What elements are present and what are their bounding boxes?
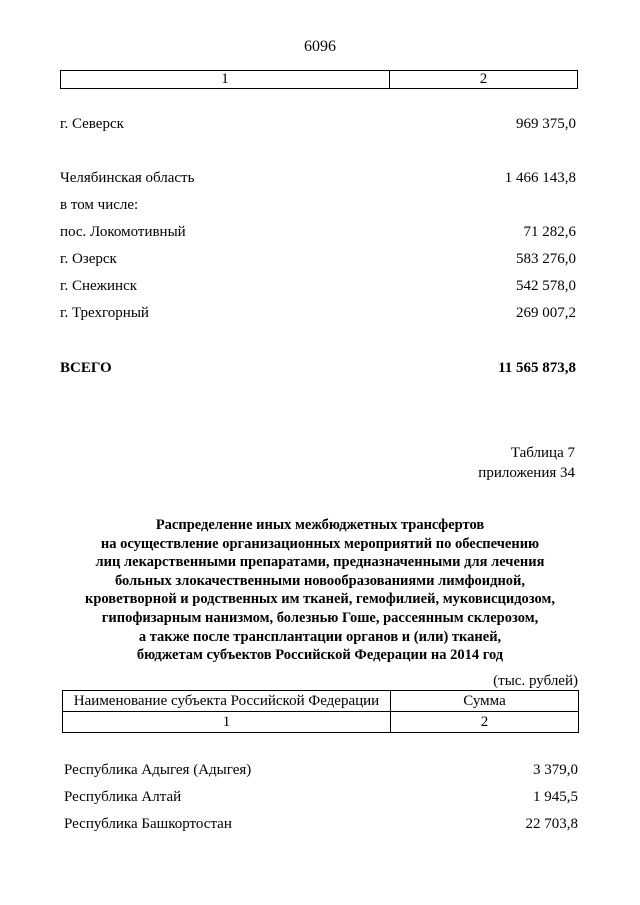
table-caption: [478, 443, 575, 483]
title-line: бюджетам субъектов Российской Федерации на 2014 год: [136, 647, 504, 664]
row-name: пос. Локомотивный: [60, 224, 186, 240]
title-line: на осуществление организационных мероприятий по обеспечению: [100, 535, 540, 552]
header-amount: Сумма: [391, 691, 579, 712]
header-subject-name: Наименование субъекта Российской Федерации: [63, 691, 391, 712]
row-value: 22 703,8: [525, 816, 578, 832]
row-name: в том числе:: [60, 197, 139, 213]
total-value: 11 565 873,8: [498, 360, 576, 376]
units-note: (тыс. рублей): [493, 673, 578, 689]
row-name: г. Северск: [60, 116, 124, 132]
row-name: г. Озерск: [60, 251, 117, 267]
row-value: 1 945,5: [533, 789, 578, 805]
column-number-2: 2: [391, 712, 579, 733]
row-value: 3 379,0: [533, 762, 578, 778]
row-value: 71 282,6: [523, 224, 576, 240]
row-name: Республика Адыгея (Адыгея): [64, 762, 252, 778]
row-value: 969 375,0: [516, 116, 576, 132]
row-name: г. Снежинск: [60, 278, 138, 294]
row-value: 583 276,0: [516, 251, 576, 267]
table-title: [0, 516, 640, 665]
row-name: Республика Башкортостан: [64, 816, 232, 832]
table2-header: [62, 690, 579, 733]
column-number-1: 1: [63, 712, 391, 733]
column-number-1: 1: [61, 71, 390, 89]
total-label: ВСЕГО: [60, 360, 112, 376]
row-value: 542 578,0: [516, 278, 576, 294]
row-value: 269 007,2: [516, 305, 576, 321]
title-line: кроветворной и родственных им тканей, гемофилией, муковисцидозом,: [84, 591, 556, 608]
table-number: Таблица 7: [510, 445, 575, 461]
page-number: 6096: [304, 38, 336, 55]
column-number-2: 2: [390, 71, 578, 89]
row-value: 1 466 143,8: [504, 170, 576, 186]
appendix-reference: приложения 34: [478, 465, 575, 481]
title-line: больных злокачественными новообразованиями лимфоидной,: [114, 572, 526, 589]
title-line: а также после трансплантации органов и (или) тканей,: [138, 628, 502, 645]
title-line: лиц лекарственными препаратами, предназначенными для лечения: [95, 554, 545, 571]
column-number-header: [60, 70, 578, 89]
title-line: гипофизарным нанизмом, болезнью Гоше, рассеянным склерозом,: [101, 609, 539, 626]
title-line: Распределение иных межбюджетных трансфертов: [155, 517, 485, 533]
row-name: Республика Алтай: [64, 789, 182, 805]
row-name: г. Трехгорный: [60, 305, 149, 321]
row-name: Челябинская область: [60, 170, 195, 186]
